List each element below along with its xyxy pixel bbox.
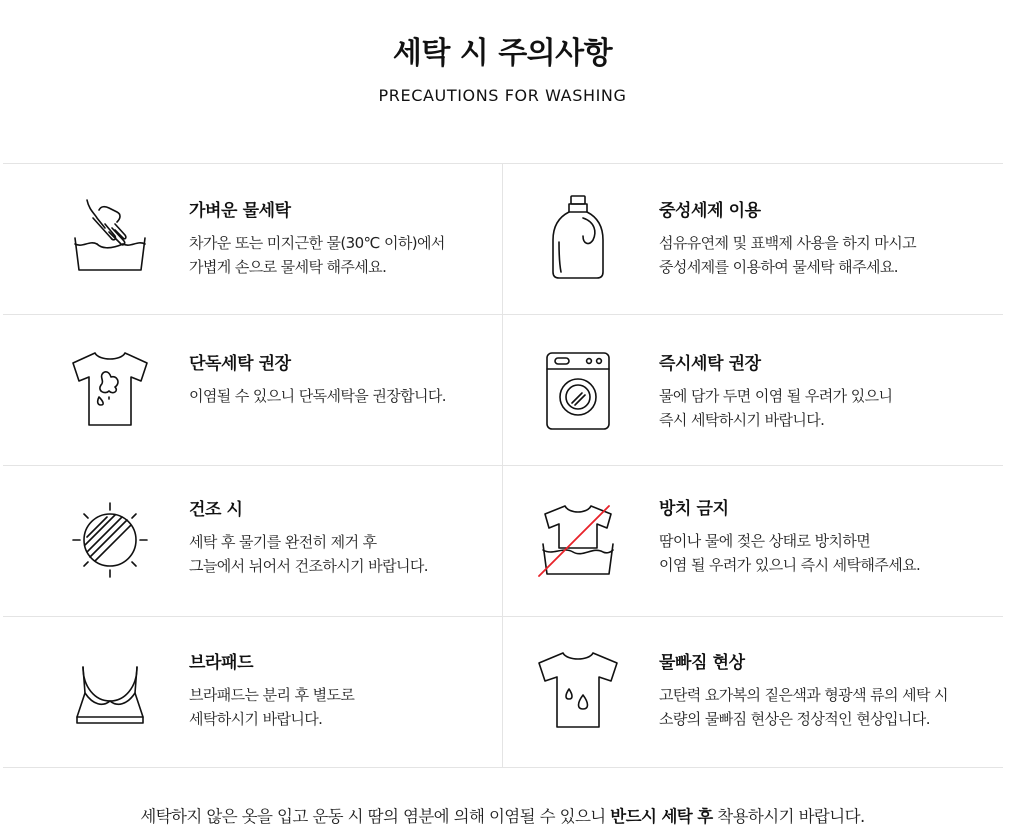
care-item-description: 세탁 후 물기를 완전히 제거 후 그늘에서 뉘어서 건조하시기 바랍니다.: [189, 533, 428, 575]
care-row: [3, 315, 1003, 466]
footer-text-end: 착용하시기 바랍니다.: [712, 807, 865, 826]
care-item-title: 브라패드: [189, 653, 254, 673]
bra-pad-icon: [65, 647, 155, 737]
washing-machine-icon: [533, 347, 623, 437]
detergent-bottle-icon: [533, 192, 623, 282]
care-item-title: 가벼운 물세탁: [189, 201, 291, 221]
care-item-description: 차가운 또는 미지근한 물(30℃ 이하)에서 가볍게 손으로 물세탁 해주세요.: [189, 234, 445, 276]
care-item-do-not-leave: [503, 466, 1003, 616]
care-item-neutral-detergent: [503, 164, 1003, 314]
care-item-wash-immediately: [503, 315, 1003, 465]
care-item-drying: [3, 466, 503, 616]
care-item-description: 이염될 수 있으니 단독세탁을 권장합니다.: [189, 387, 446, 405]
care-item-title: 단독세탁 권장: [189, 354, 291, 374]
hand-wash-icon: [65, 192, 155, 282]
care-item-description: 브라패드는 분리 후 별도로 세탁하시기 바랍니다.: [189, 686, 355, 728]
care-item-description: 물에 담가 두면 이염 될 우려가 있으니 즉시 세탁하시기 바랍니다.: [659, 387, 893, 429]
page-subtitle: PRECAUTIONS FOR WASHING: [378, 86, 627, 105]
care-item-description: 땀이나 물에 젖은 상태로 방치하면 이염 될 우려가 있으니 즉시 세탁해주세요.: [659, 532, 921, 574]
care-item-bra-pad: [3, 617, 503, 767]
care-item-hand-wash: [3, 164, 503, 314]
care-item-title: 방치 금지: [659, 499, 729, 519]
care-grid: [3, 163, 1003, 768]
page-title: 세탁 시 주의사항: [392, 36, 613, 71]
footer-emphasis: 반드시 세탁 후: [610, 807, 713, 826]
footer-notice: [0, 803, 1005, 827]
care-item-color-bleed: [503, 617, 1003, 767]
care-row: [3, 164, 1003, 315]
care-row: [3, 466, 1003, 617]
care-item-description: 섬유유연제 및 표백제 사용을 하지 마시고 중성세제를 이용하여 물세탁 해주세요.: [659, 234, 916, 276]
no-soak-icon: [533, 496, 623, 586]
stained-shirt-icon: [65, 347, 155, 437]
care-item-title: 물빠짐 현상: [659, 653, 745, 673]
color-bleed-shirt-icon: [533, 647, 623, 737]
care-item-title: 즉시세탁 권장: [659, 354, 761, 374]
shade-dry-icon: [65, 495, 155, 585]
care-item-wash-separately: [3, 315, 503, 465]
care-item-description: 고탄력 요가복의 짙은색과 형광색 류의 세탁 시 소량의 물빠짐 현상은 정상적인 현상입니다.: [659, 686, 948, 728]
care-item-title: 중성세제 이용: [659, 201, 761, 221]
care-row: [3, 617, 1003, 768]
care-item-title: 건조 시: [189, 500, 243, 520]
footer-text: 세탁하지 않은 옷을 입고 운동 시 땀의 염분에 의해 이염될 수 있으니: [140, 807, 611, 826]
